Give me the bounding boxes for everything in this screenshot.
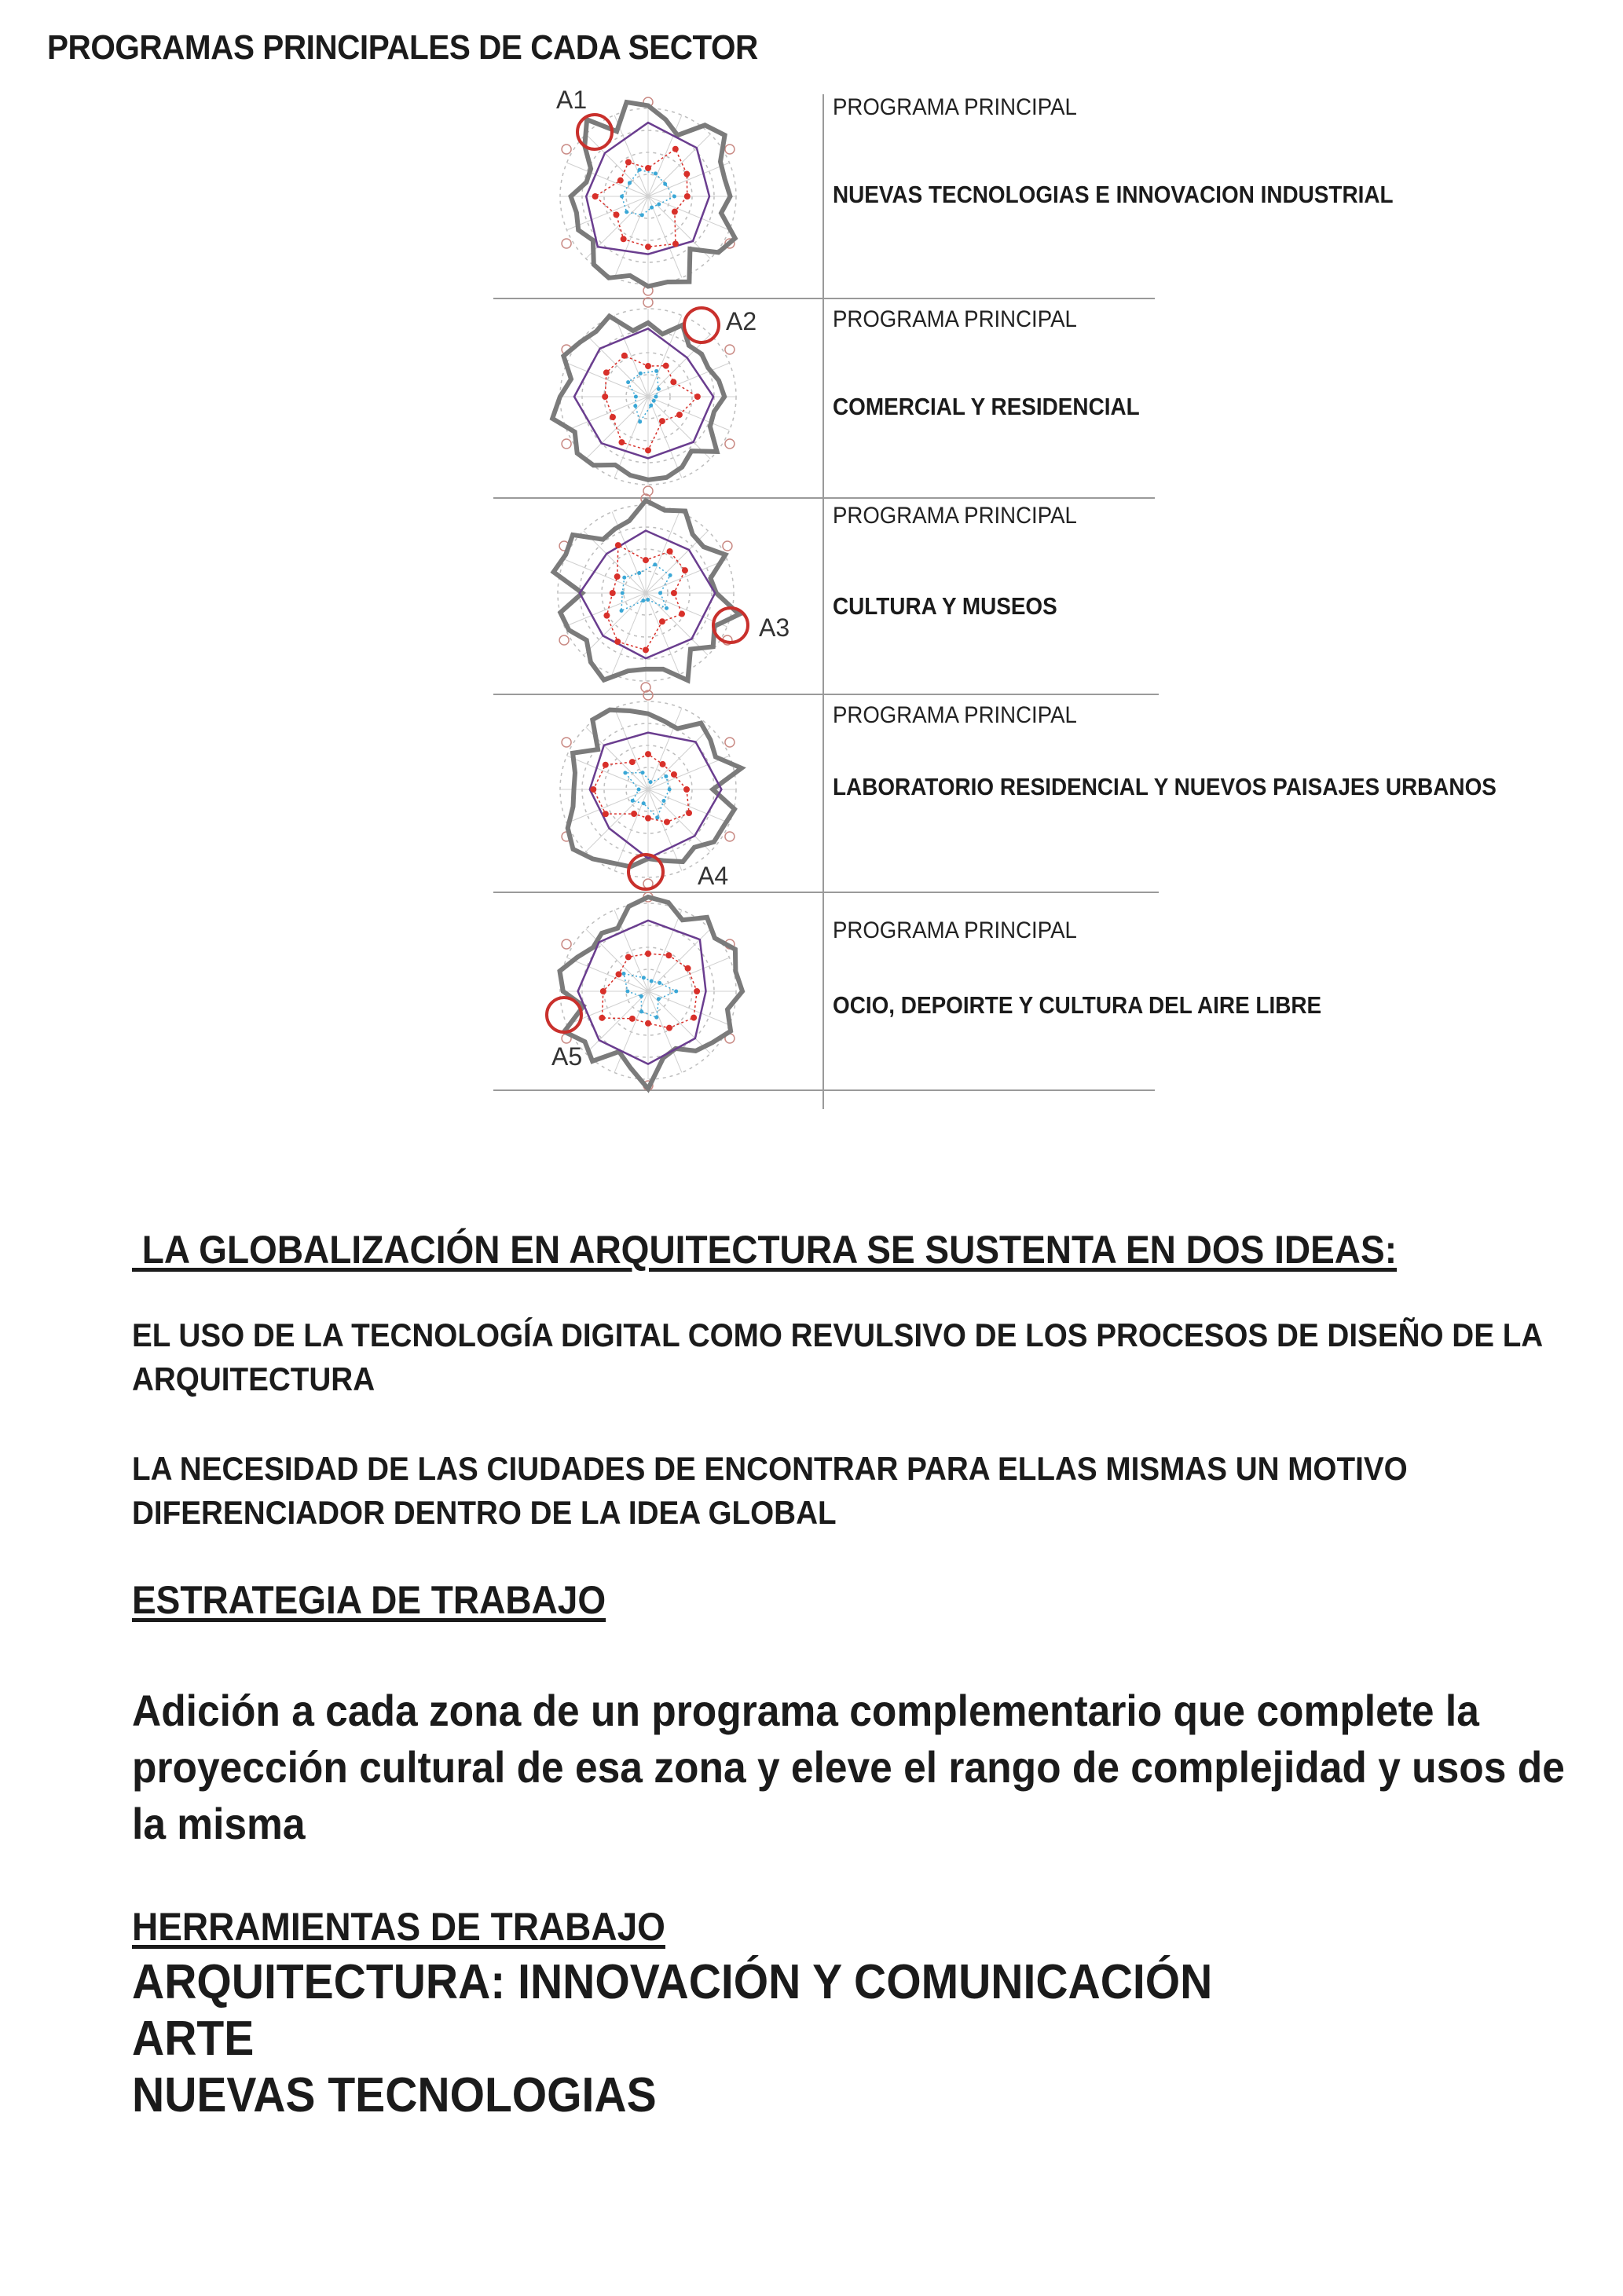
tool-item-art: ARTE [132,2012,255,2066]
program-name-a2: COMERCIAL Y RESIDENCIAL [833,393,1140,420]
program-name-a4: LABORATORIO RESIDENCIAL Y NUEVOS PAISAJES URBANOS [833,773,1497,800]
strategy-heading: ESTRATEGIA DE TRABAJO [132,1578,606,1622]
sector-tag-a2: A2 [726,307,757,335]
strategy-text: Adición a cada zona de un programa complementario que complete la proyección cultural de esa zona y eleve el rango de complejidad y usos de la misma [132,1686,1565,1848]
globalization-idea-2: LA NECESIDAD DE LAS CIUDADES DE ENCONTRAR PARA ELLAS MISMAS UN MOTIVO DIFERENCIADOR DENTRO DE LA IDEA GLOBAL [132,1450,1408,1531]
sector-tag-a3: A3 [759,613,790,642]
program-label-a2: PROGRAMA PRINCIPAL [833,306,1077,332]
program-label-a3: PROGRAMA PRINCIPAL [833,503,1077,529]
program-name-a5: OCIO, DEPOIRTE Y CULTURA DEL AIRE LIBRE [833,991,1322,1019]
tools-heading: HERRAMIENTAS DE TRABAJO [132,1905,665,1949]
radar-diagram-icon [552,298,736,496]
radar-row-a4 [560,690,742,890]
radar-row-a2 [552,298,757,496]
program-name-a1: NUEVAS TECNOLOGIAS E INNOVACION INDUSTRIAL [833,181,1394,208]
program-name-a3: CULTURA Y MUSEOS [833,592,1057,620]
globalization-idea-1: EL USO DE LA TECNOLOGÍA DIGITAL COMO REVULSIVO DE LOS PROCESOS DE DISEÑO DE LA ARQUITECTURA [132,1316,1542,1397]
page-title: PROGRAMAS PRINCIPALES DE CADA SECTOR [47,28,758,67]
sector-tag-a1: A1 [556,86,588,114]
radar-diagram-icon [560,690,742,888]
radar-row-a3 [554,494,790,692]
sector-tag-a5: A5 [551,1042,583,1071]
program-label-a4: PROGRAMA PRINCIPAL [833,702,1077,728]
radar-row-a1 [556,86,736,295]
circle-highlight-icon [577,115,612,149]
sector-tag-a4: A4 [698,862,729,890]
globalization-heading: LA GLOBALIZACIÓN EN ARQUITECTURA SE SUSTENTA EN DOS IDEAS: [132,1228,1398,1272]
radar-row-a5 [547,892,742,1090]
radar-diagram-icon [560,892,743,1090]
tool-item-architecture: ARQUITECTURA: INNOVACIÓN Y COMUNICACIÓN [132,1955,1213,2009]
program-label-a1: PROGRAMA PRINCIPAL [833,94,1077,120]
radar-diagram-icon [560,97,736,295]
sector-table [0,0,1623,1139]
program-label-a5: PROGRAMA PRINCIPAL [833,917,1077,943]
circle-highlight-icon [684,308,719,342]
tool-item-new-tech: NUEVAS TECNOLOGIAS [132,2068,657,2122]
radar-diagram-icon [554,494,739,692]
